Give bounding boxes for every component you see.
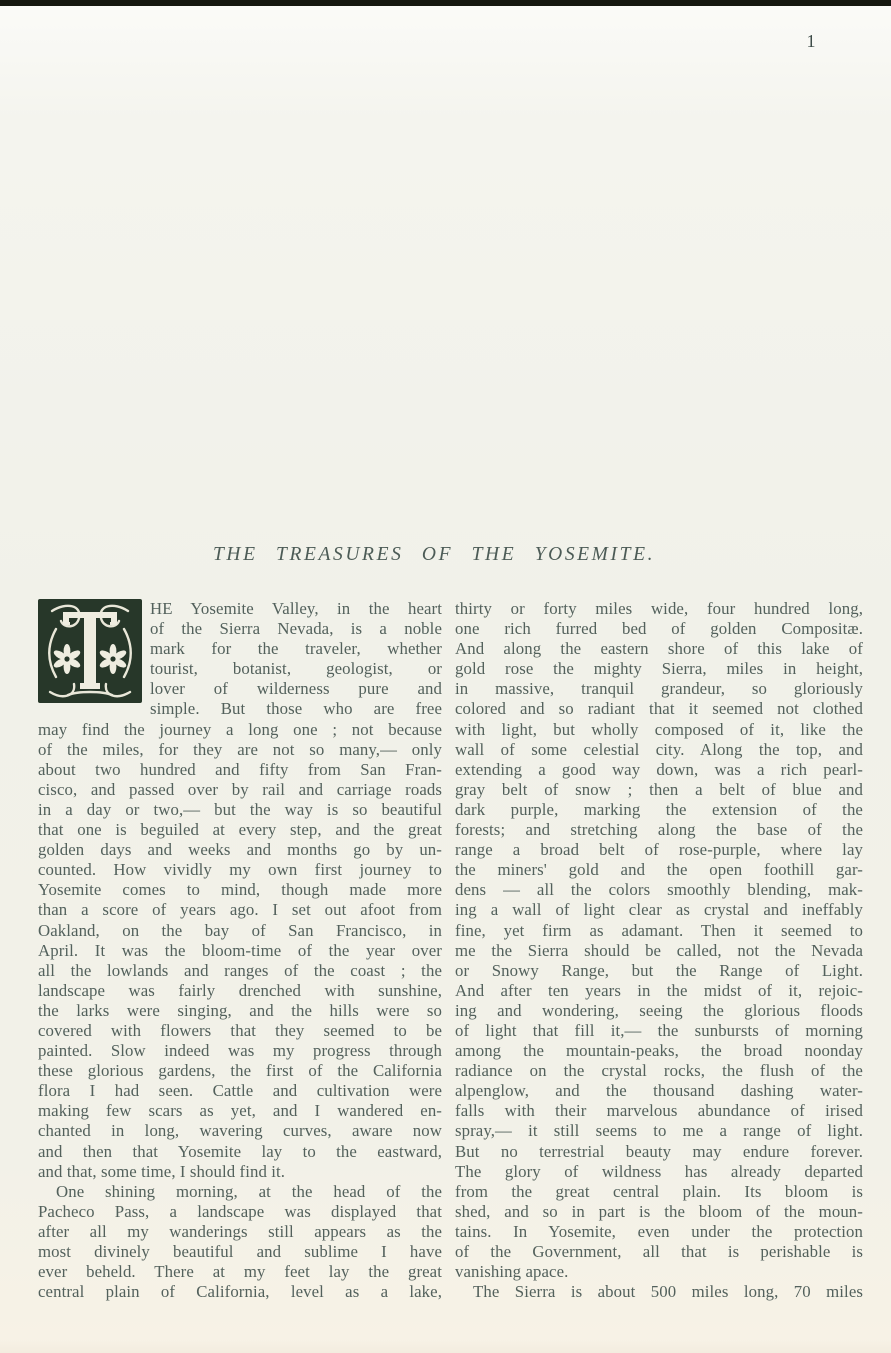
text-line: wall of some celestial city. Along the top, and: [455, 739, 863, 759]
text-line: these glorious gardens, the first of the California: [38, 1061, 442, 1081]
text-line: HE Yosemite Valley, in the heart: [150, 599, 442, 618]
left-column: [38, 599, 442, 1302]
text-line: The glory of wildness has already departed: [455, 1161, 863, 1181]
text-line: One shining morning, at the head of the: [56, 1181, 442, 1201]
drop-cap-letter-T-icon: [38, 599, 142, 703]
text-line: of the Sierra Nevada, is a noble: [150, 619, 442, 639]
text-line: than a score of years ago. I set out afoot from: [38, 900, 442, 920]
text-line: ing and wondering, seeing the glorious floods: [455, 1000, 863, 1020]
article-columns: [38, 599, 863, 1302]
text-line: with light, but wholly composed of it, like the: [455, 719, 863, 739]
text-line: radiance on the crystal rocks, the flush of the: [455, 1061, 863, 1081]
text-line: alpenglow, and the thousand dashing water-: [455, 1081, 863, 1101]
text-line: And along the eastern shore of this lake of: [455, 639, 863, 659]
text-line: ever beheld. There at my feet lay the great: [38, 1262, 442, 1282]
text-line: the larks were singing, and the hills were so: [38, 1000, 442, 1020]
text-line: one rich furred bed of golden Compositæ.: [455, 619, 863, 639]
text-line: colored and so radiant that it seemed not clothed: [455, 699, 863, 719]
text-line: range a broad belt of rose-purple, where lay: [455, 840, 863, 860]
text-line: painted. Slow indeed was my progress through: [38, 1041, 442, 1061]
text-line: about two hundred and fifty from San Fran-: [38, 759, 442, 779]
text-line: simple. But those who are free: [150, 699, 442, 719]
right-column-lines: [455, 599, 863, 1302]
text-line: after all my wanderings still appears as the: [38, 1221, 442, 1241]
text-line: the miners' gold and the open foothill gar-: [455, 860, 863, 880]
text-line: central plain of California, level as a lake,: [38, 1282, 442, 1302]
text-line: and then that Yosemite lay to the eastward,: [38, 1141, 442, 1161]
text-line: spray,— it still seems to me a range of light.: [455, 1121, 863, 1141]
text-line: And after ten years in the midst of it, rejoic-: [455, 980, 863, 1000]
text-line: making few scars as yet, and I wandered en-: [38, 1101, 442, 1121]
text-line: golden days and weeks and months go by un-: [38, 840, 442, 860]
text-line: in a day or two,— but the way is so beautiful: [38, 799, 442, 819]
drop-cap-ornament: [38, 599, 142, 711]
text-line: of the miles, for they are not so many,— only: [38, 739, 442, 759]
text-line: and that, some time, I should find it.: [38, 1161, 286, 1181]
text-line: of the Government, all that is perishable is: [455, 1242, 863, 1261]
page-number: 1: [806, 31, 816, 51]
text-line: fine, yet firm as adamant. Then it seemed to: [455, 920, 863, 940]
text-line: counted. How vividly my own first journey to: [38, 860, 442, 880]
right-column: [455, 599, 863, 1302]
text-line: gold rose the mighty Sierra, miles in height,: [455, 659, 863, 679]
text-line: extending a good way down, was a rich pearl-: [455, 759, 863, 779]
text-line: But no terrestrial beauty may endure forever.: [455, 1141, 863, 1161]
text-line: tourist, botanist, geologist, or: [150, 659, 442, 679]
text-line: shed, and so in part is the bloom of the moun-: [455, 1201, 863, 1221]
text-line: Yosemite comes to mind, though made more: [38, 880, 442, 900]
text-line: covered with flowers that they seemed to be: [38, 1020, 442, 1040]
text-line: among the mountain-peaks, the broad noonday: [455, 1041, 863, 1061]
text-line: dens — all the colors smoothly blending, mak-: [455, 880, 863, 900]
page-title: THE TREASURES OF THE YOSEMITE.: [212, 544, 656, 565]
scan-edge-top: [0, 0, 891, 6]
text-line: chanted in long, wavering curves, aware now: [38, 1121, 442, 1141]
text-line: gray belt of snow ; then a belt of blue and: [455, 779, 863, 799]
text-line: vanishing apace.: [455, 1262, 569, 1282]
text-line: landscape was fairly drenched with sunshine,: [38, 980, 442, 1000]
text-line: from the great central plain. Its bloom is: [455, 1181, 863, 1201]
text-line: forests; and stretching along the base of the: [455, 820, 863, 840]
text-line: in massive, tranquil grandeur, so gloriously: [455, 679, 863, 699]
text-line: most divinely beautiful and sublime I have: [38, 1242, 442, 1261]
text-line: thirty or forty miles wide, four hundred long,: [455, 599, 863, 618]
text-line: mark for the traveler, whether: [150, 639, 442, 659]
text-line: Pacheco Pass, a landscape was displayed that: [38, 1201, 442, 1221]
text-line: all the lowlands and ranges of the coast ; the: [38, 960, 442, 980]
text-line: of light that fill it,— the sunbursts of morning: [455, 1020, 863, 1040]
text-line: tains. In Yosemite, even under the protection: [455, 1221, 863, 1241]
text-line: lover of wilderness pure and: [150, 679, 442, 699]
text-line: me the Sierra should be called, not the Nevada: [455, 940, 863, 960]
text-line: that one is beguiled at every step, and the great: [38, 820, 442, 840]
text-line: or Snowy Range, but the Range of Light.: [455, 960, 863, 980]
text-line: flora I had seen. Cattle and cultivation were: [38, 1081, 442, 1101]
text-line: may find the journey a long one ; not because: [38, 719, 442, 739]
text-line: dark purple, marking the extension of the: [455, 799, 863, 819]
text-line: April. It was the bloom-time of the year over: [38, 940, 442, 960]
text-line: The Sierra is about 500 miles long, 70 miles: [473, 1282, 863, 1302]
text-line: cisco, and passed over by rail and carriage roads: [38, 779, 442, 799]
text-line: ing a wall of light clear as crystal and ineffably: [455, 900, 863, 920]
text-line: Oakland, on the bay of San Francisco, in: [38, 920, 442, 940]
text-line: falls with their marvelous abundance of irised: [455, 1101, 863, 1121]
